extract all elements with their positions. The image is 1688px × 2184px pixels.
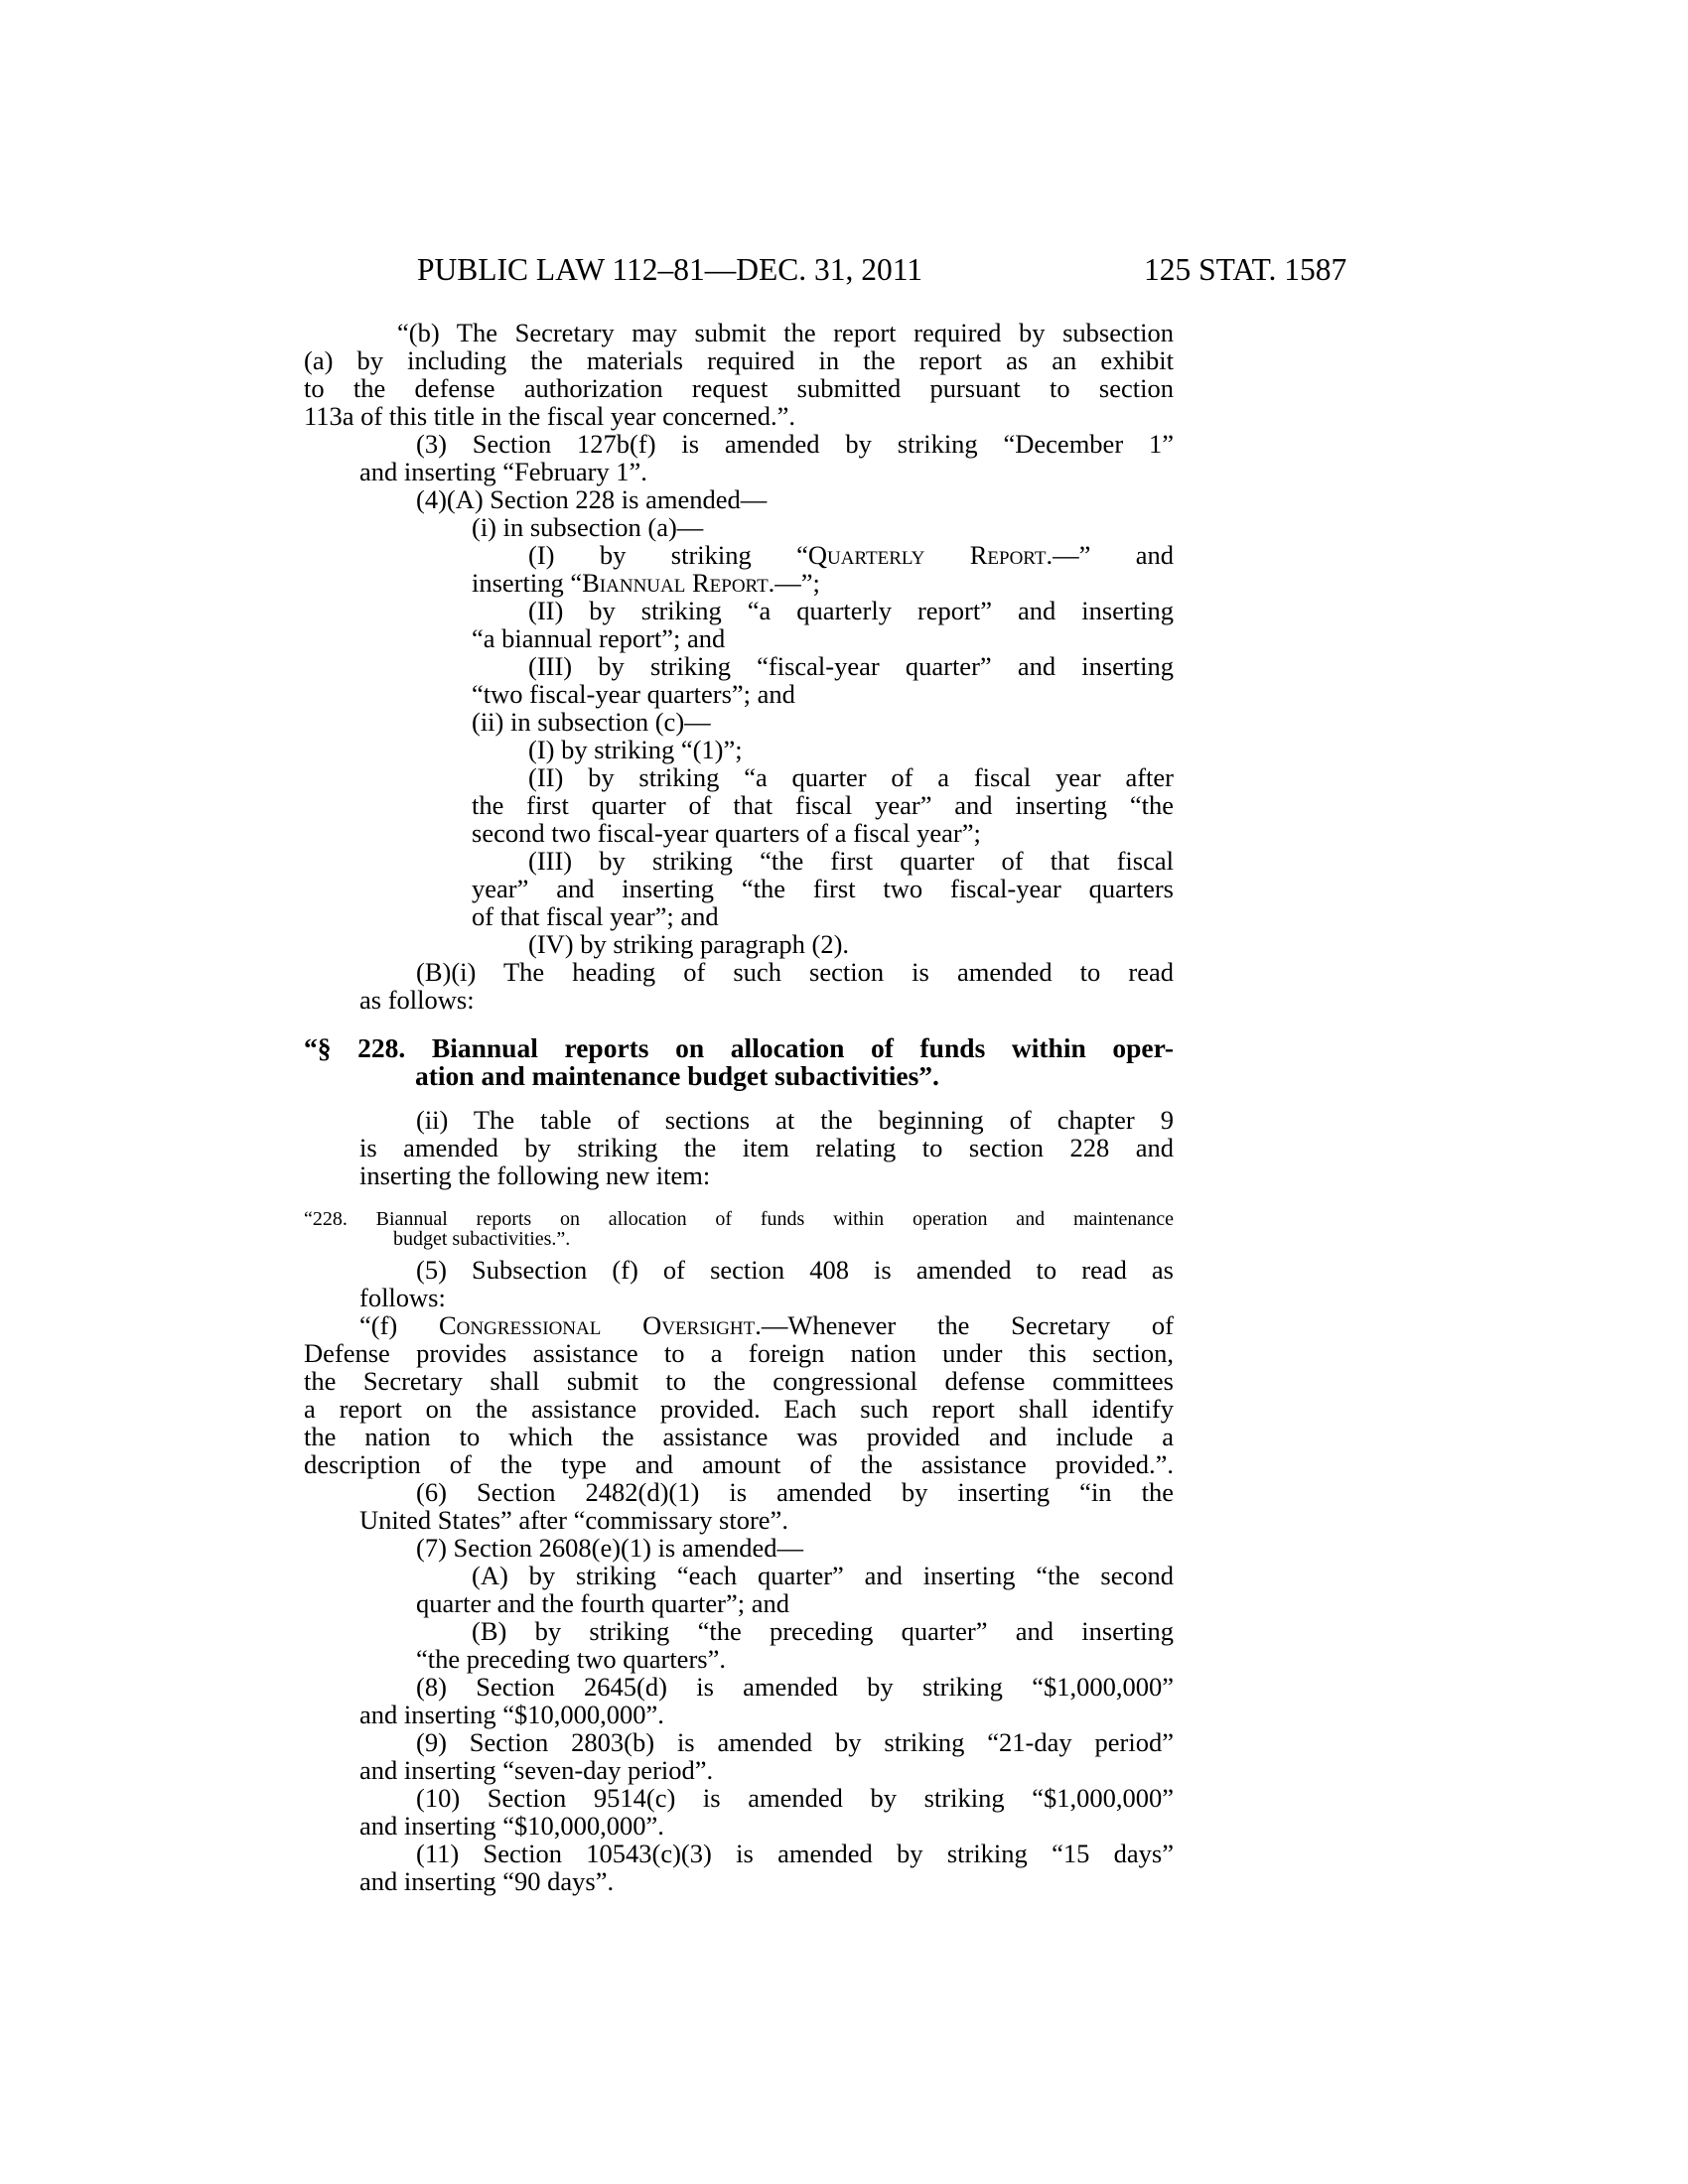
body-line: (III) by striking “fiscal-year quarter” and inserting xyxy=(528,651,1174,681)
body-line: the first quarter of that fiscal year” and inserting “the xyxy=(472,790,1174,820)
body-line: (B)(i) The heading of such section is amended to read xyxy=(416,957,1174,987)
body-line: inserting “Biannual Report.—”; xyxy=(472,568,820,598)
body-line: (I) by striking “(1)”; xyxy=(528,735,743,764)
body-line: (III) by striking “the first quarter of that fiscal xyxy=(528,846,1174,876)
body-line: (A) by striking “each quarter” and inserting “the second xyxy=(472,1561,1174,1590)
body-line: and inserting “90 days”. xyxy=(359,1866,615,1896)
running-header-title: PUBLIC LAW 112–81—DEC. 31, 2011 xyxy=(417,252,923,287)
body-line: and inserting “$10,000,000”. xyxy=(359,1700,664,1729)
section-heading: “§ 228. Biannual reports on allocation of funds within oper- xyxy=(304,1032,1174,1063)
body-line: (3) Section 127b(f) is amended by striking “December 1” xyxy=(416,429,1174,459)
body-line: (8) Section 2645(d) is amended by striking “$1,000,000” xyxy=(416,1672,1174,1702)
body-line: is amended by striking the item relating to section 228 and xyxy=(359,1133,1174,1162)
body-line: (ii) The table of sections at the beginning of chapter 9 xyxy=(416,1105,1174,1135)
body-line: “(b) The Secretary may submit the report required by subsection xyxy=(397,318,1174,347)
body-line: a report on the assistance provided. Each such report shall identify xyxy=(304,1394,1174,1424)
body-line: (I) by striking “Quarterly Report.—” and xyxy=(528,540,1174,570)
body-line: (II) by striking “a quarter of a fiscal year after xyxy=(528,762,1174,792)
body-line: (7) Section 2608(e)(1) is amended— xyxy=(416,1533,804,1563)
body-line: “two fiscal-year quarters”; and xyxy=(472,679,795,709)
body-line: (5) Subsection (f) of section 408 is amended to read as xyxy=(416,1255,1174,1285)
body-line: Defense provides assistance to a foreign nation under this section, xyxy=(304,1338,1174,1368)
body-line: (4)(A) Section 228 is amended— xyxy=(416,484,768,514)
body-line: United States” after “commissary store”. xyxy=(359,1505,788,1535)
body-line: (10) Section 9514(c) is amended by striking “$1,000,000” xyxy=(416,1783,1174,1813)
section-heading: ation and maintenance budget subactivities”. xyxy=(415,1060,939,1091)
body-line: and inserting “seven-day period”. xyxy=(359,1755,714,1785)
running-header-stat: 125 STAT. 1587 xyxy=(1144,252,1347,287)
body-line: of that fiscal year”; and xyxy=(472,901,719,931)
body-line: (a) by including the materials required in the report as an exhibit xyxy=(304,345,1174,375)
body-line: “the preceding two quarters”. xyxy=(416,1644,726,1674)
body-line: description of the type and amount of the assistance provided.”. xyxy=(304,1449,1174,1479)
body-line: (9) Section 2803(b) is amended by striking “21-day period” xyxy=(416,1727,1174,1757)
body-line: (IV) by striking paragraph (2). xyxy=(528,929,850,959)
body-line: (II) by striking “a quarterly report” and inserting xyxy=(528,596,1174,625)
body-line: second two fiscal-year quarters of a fiscal year”; xyxy=(472,818,981,848)
body-line: the nation to which the assistance was provided and include a xyxy=(304,1422,1174,1451)
body-line: (i) in subsection (a)— xyxy=(472,512,704,542)
body-line: and inserting “$10,000,000”. xyxy=(359,1811,664,1841)
body-line: year” and inserting “the first two fiscal-year quarters xyxy=(472,874,1174,903)
body-line: as follows: xyxy=(359,985,475,1015)
body-line: inserting the following new item: xyxy=(359,1160,711,1190)
body-line: “a biannual report”; and xyxy=(472,623,726,653)
body-line: “(f) Congressional Oversight.—Whenever the Secretary of xyxy=(359,1310,1174,1340)
body-line: (ii) in subsection (c)— xyxy=(472,707,711,737)
body-line: to the defense authorization request submitted pursuant to section xyxy=(304,373,1174,403)
body-line: follows: xyxy=(359,1283,446,1312)
table-of-sections-item: “228. Biannual reports on allocation of funds within operation and maintenance xyxy=(304,1208,1174,1230)
body-line: the Secretary shall submit to the congressional defense committees xyxy=(304,1366,1174,1396)
body-line: quarter and the fourth quarter”; and xyxy=(416,1588,789,1618)
body-line: 113a of this title in the fiscal year concerned.”. xyxy=(304,401,795,431)
table-of-sections-item: budget subactivities.”. xyxy=(393,1228,571,1250)
body-line: (B) by striking “the preceding quarter” and inserting xyxy=(472,1616,1174,1646)
body-line: (11) Section 10543(c)(3) is amended by striking “15 days” xyxy=(416,1839,1174,1868)
body-line: and inserting “February 1”. xyxy=(359,457,647,486)
body-line: (6) Section 2482(d)(1) is amended by inserting “in the xyxy=(416,1477,1174,1507)
